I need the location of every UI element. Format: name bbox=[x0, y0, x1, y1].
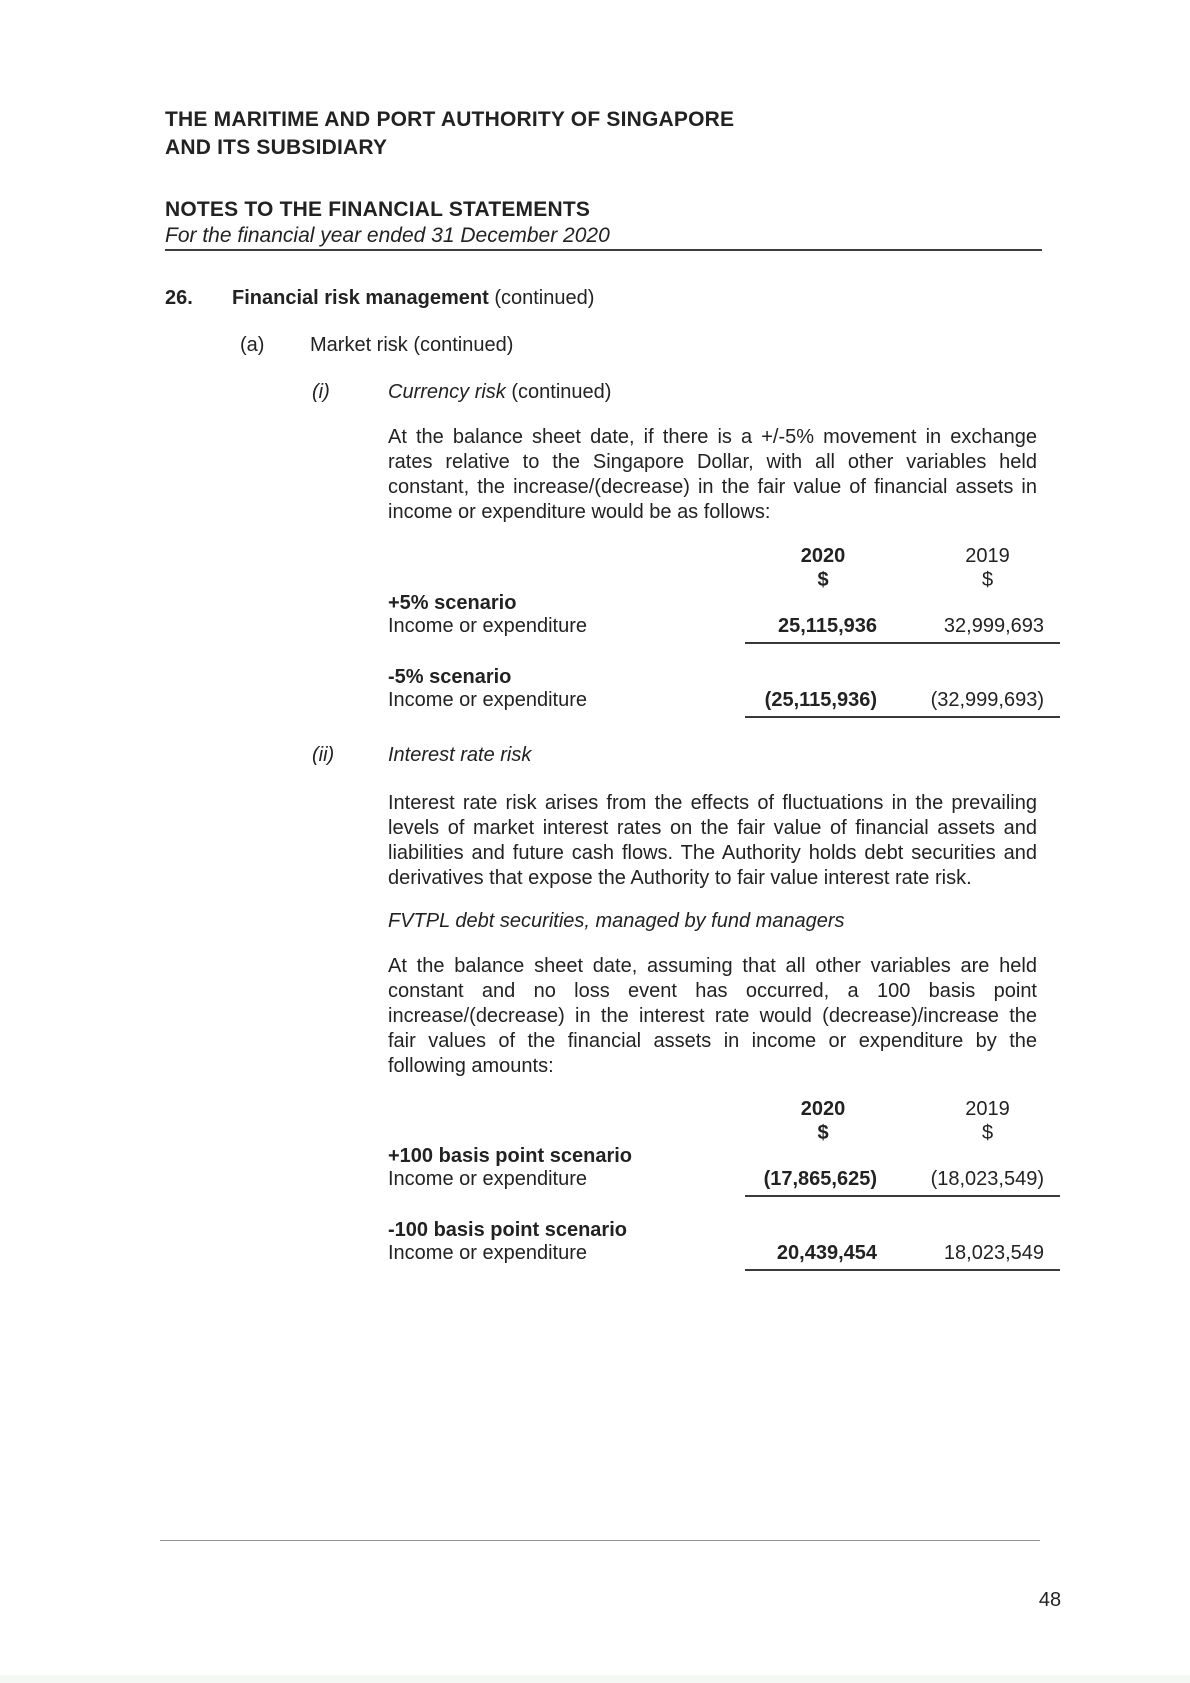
interest-rate-risk-paragraph1: Interest rate risk arises from the effects of fluctuations in the prevailing levels of market interest rates on the fair value of financial assets and liabilities and future cash flows. The Authority holds debt securities and derivatives that expose the Authority to fair value interest rate risk. bbox=[388, 792, 1037, 889]
table2-year-2019: 2019 bbox=[965, 1098, 1010, 1120]
interest-rate-risk-paragraph2: At the balance sheet date, assuming that all other variables are held constant and no loss event has occurred, a 100 basis point increase/(decrease) in the interest rate would (decrease)/increase the fair values of the financial assets in income or expenditure by the following amounts: bbox=[388, 955, 1037, 1077]
subsection-a-title: Market risk (continued) bbox=[310, 334, 514, 356]
interest-rate-risk-body bbox=[388, 791, 1037, 1079]
subsection-a-heading bbox=[240, 332, 1060, 358]
section-title bbox=[232, 285, 594, 311]
org-name-line1: THE MARITIME AND PORT AUTHORITY OF SINGAPORE bbox=[165, 108, 735, 131]
table2-row-minus100-label: Income or expenditure bbox=[388, 1242, 588, 1264]
interest-rate-risk-label: (ii) bbox=[312, 744, 335, 766]
currency-risk-paragraph: At the balance sheet date, if there is a +/-5% movement in exchange rates relative to the Singapore Dollar, with all other variables held constant, the increase/(decrease) in the fair value of financial assets in income or expenditure would be as follows: bbox=[388, 426, 1037, 523]
table1-minus5-value-2020: (25,115,936) bbox=[764, 689, 877, 711]
table2-plus100-value-2019: (18,023,549) bbox=[930, 1168, 1044, 1190]
section-title-text: Financial risk management bbox=[232, 287, 489, 309]
table2-row-plus100 bbox=[388, 1168, 1060, 1197]
table1-currency-2019: $ bbox=[981, 569, 994, 591]
scan-edge-tint bbox=[0, 1675, 1190, 1683]
table1-minus5-value-2019: (32,999,693) bbox=[930, 689, 1044, 711]
section-title-suffix: (continued) bbox=[488, 287, 595, 309]
table1-row-minus5 bbox=[388, 689, 1060, 718]
currency-risk-label: (i) bbox=[312, 381, 330, 403]
table2-scenario-minus100: -100 basis point scenario bbox=[388, 1219, 627, 1241]
table2-currency-row bbox=[388, 1121, 1060, 1145]
table1-scenario-minus5: -5% scenario bbox=[388, 666, 512, 688]
table2-row-plus100-label: Income or expenditure bbox=[388, 1168, 588, 1190]
table1-scenario-plus5: +5% scenario bbox=[388, 592, 517, 614]
table1-year-header-row bbox=[388, 544, 1060, 568]
currency-sensitivity-table bbox=[388, 544, 1060, 718]
table1-row-plus5-label: Income or expenditure bbox=[388, 615, 588, 637]
table2-currency-2019: $ bbox=[981, 1122, 994, 1144]
table1-row-plus5 bbox=[388, 615, 1060, 644]
document-subtitle: For the financial year ended 31 December 2020 bbox=[165, 224, 610, 247]
section-number: 26. bbox=[165, 287, 193, 309]
interest-rate-risk-title: Interest rate risk bbox=[388, 744, 532, 766]
interest-rate-risk-heading bbox=[312, 742, 1060, 768]
table2-plus100-value-2020: (17,865,625) bbox=[763, 1168, 877, 1190]
table2-currency-2020: $ bbox=[817, 1122, 829, 1144]
table1-year-2019: 2019 bbox=[965, 545, 1010, 567]
section-heading bbox=[165, 285, 1060, 311]
table1-plus5-value-2020: 25,115,936 bbox=[778, 615, 877, 637]
currency-risk-title-text: Currency risk bbox=[388, 381, 506, 403]
currency-risk-heading bbox=[312, 379, 1060, 405]
table2-scenario-plus100: +100 basis point scenario bbox=[388, 1145, 632, 1167]
currency-risk-title-suffix: (continued) bbox=[505, 381, 612, 403]
table2-year-2020: 2020 bbox=[800, 1098, 846, 1120]
subsection-a-label: (a) bbox=[240, 334, 265, 356]
document-title: NOTES TO THE FINANCIAL STATEMENTS bbox=[165, 198, 591, 221]
currency-risk-title bbox=[388, 379, 611, 405]
org-name bbox=[165, 106, 1060, 162]
table1-plus5-value-2019: 32,999,693 bbox=[943, 615, 1044, 637]
table2-year-header-row bbox=[388, 1097, 1060, 1121]
header-rule bbox=[165, 249, 1042, 251]
table1-currency-row bbox=[388, 568, 1060, 592]
table2-minus100-value-2020: 20,439,454 bbox=[776, 1242, 877, 1264]
page-content bbox=[165, 106, 1060, 1271]
table2-row-minus100 bbox=[388, 1242, 1060, 1271]
table1-currency-2020: $ bbox=[817, 569, 829, 591]
currency-risk-body bbox=[388, 425, 1037, 525]
table2-minus100-value-2019: 18,023,549 bbox=[943, 1242, 1044, 1264]
interest-sensitivity-table bbox=[388, 1097, 1060, 1271]
org-name-line2: AND ITS SUBSIDIARY bbox=[165, 136, 388, 159]
table1-row-minus5-label: Income or expenditure bbox=[388, 689, 588, 711]
page-number: 48 bbox=[1038, 1589, 1062, 1611]
table1-year-2020: 2020 bbox=[800, 545, 846, 567]
fvtpl-subheading: FVTPL debt securities, managed by fund managers bbox=[388, 910, 845, 932]
footer-rule bbox=[160, 1540, 1040, 1541]
